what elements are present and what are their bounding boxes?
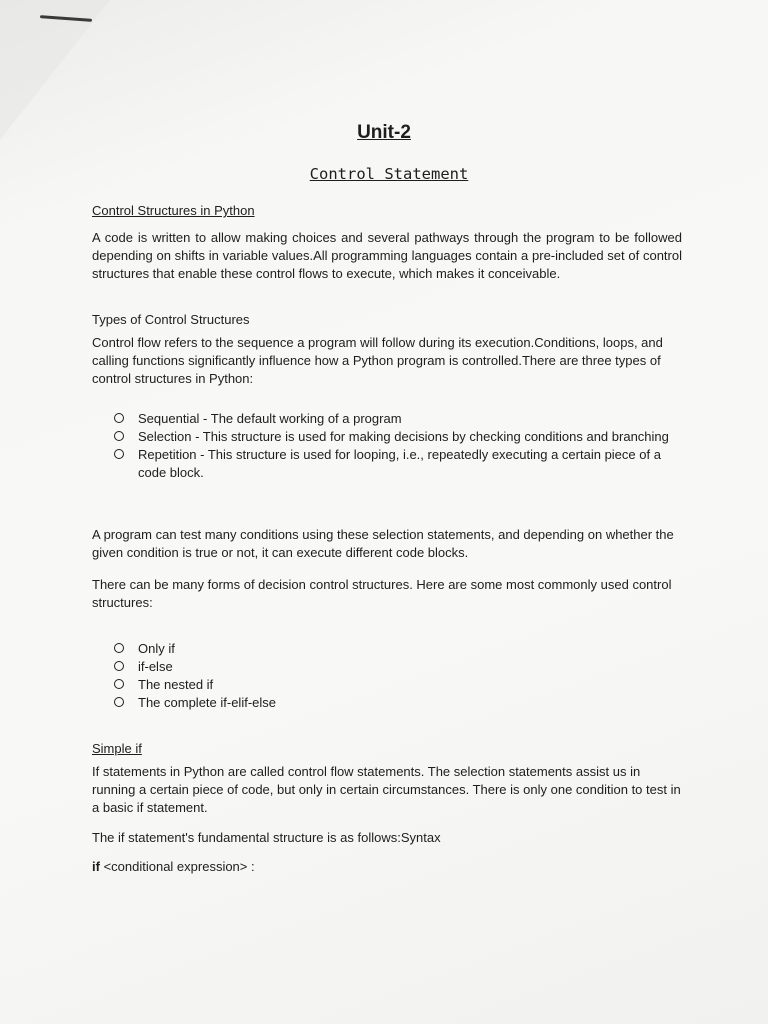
- list-item: Sequential - The default working of a program: [114, 410, 684, 428]
- circle-bullet-icon: [114, 643, 124, 653]
- syntax-intro: The if statement's fundamental structure is as follows:Syntax: [92, 830, 441, 845]
- paragraph-selection-2: There can be many forms of decision control structures. Here are some most commonly used control structures:: [92, 577, 672, 610]
- circle-bullet-icon: [114, 449, 124, 459]
- circle-bullet-icon: [114, 431, 124, 441]
- list-item: Selection - This structure is used for making decisions by checking conditions and branching: [114, 428, 684, 446]
- heading-simple-if: Simple if: [92, 741, 142, 756]
- syntax-expression: <conditional expression> :: [99, 859, 255, 874]
- list-control-structure-types: [114, 410, 684, 482]
- unit-title: Unit-2: [357, 122, 411, 143]
- paragraph-types: Control flow refers to the sequence a program will follow during its execution.Conditions, loops, and calling functions significantly influence how a Python program is controlled.There are three types of control structures in Python:: [92, 335, 663, 386]
- list-item: The nested if: [114, 676, 684, 694]
- syntax-line: [92, 859, 255, 874]
- paragraph-simple-if: If statements in Python are called control flow statements. The selection statements assist us in running a certain piece of code, but only in certain circumstances. There is only one condition to test in a basic if statement.: [92, 764, 681, 815]
- paragraph-selection-1: A program can test many conditions using these selection statements, and depending on whether the given condition is true or not, it can execute different code blocks.: [92, 527, 674, 560]
- paper-fold-shadow: [0, 0, 110, 140]
- list-item: if-else: [114, 658, 684, 676]
- chapter-subtitle: Control Statement: [309, 165, 469, 183]
- list-item: Repetition - This structure is used for looping, i.e., repeatedly executing a certain piece of a code block.: [114, 446, 684, 482]
- list-decision-structures: [114, 640, 684, 712]
- circle-bullet-icon: [114, 413, 124, 423]
- syntax-keyword: if: [92, 859, 100, 874]
- circle-bullet-icon: [114, 679, 124, 689]
- paragraph-control-structures: A code is written to allow making choices and several pathways through the program to be followed depending on shifts in variable values.All programming languages contain a pre-included set of control structures that enable these control flows to execute, which makes it conceivable.: [92, 230, 682, 281]
- circle-bullet-icon: [114, 661, 124, 671]
- circle-bullet-icon: [114, 697, 124, 707]
- heading-types: Types of Control Structures: [92, 312, 250, 327]
- heading-control-structures: Control Structures in Python: [92, 203, 255, 218]
- list-item: Only if: [114, 640, 684, 658]
- list-item: The complete if-elif-else: [114, 694, 684, 712]
